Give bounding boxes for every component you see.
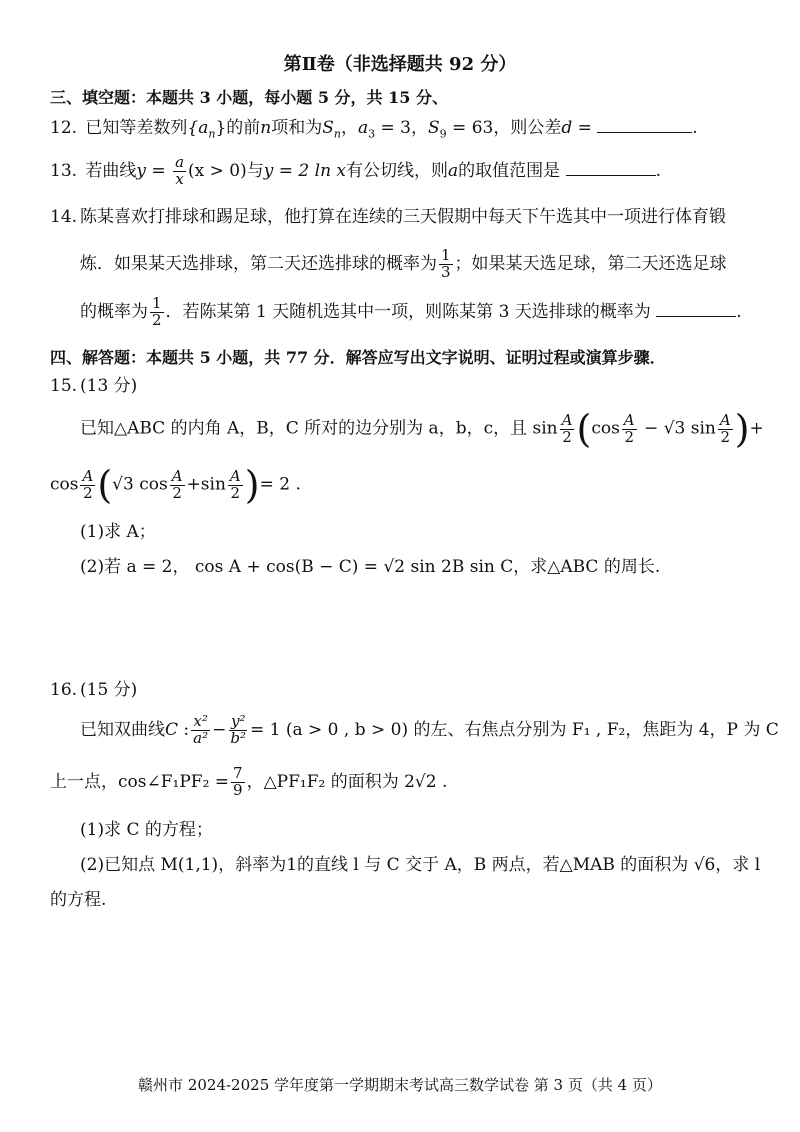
question-16-line-2: 上一点，cos∠F₁PF₂ = $\frac{7}{9}$ ，△PF₁F₂ 的面积为 2√2 . [50,764,448,799]
question-15-part-1: (1)求 A； [80,522,156,542]
question-16-part-1: (1)求 C 的方程； [80,820,213,840]
question-number: 13. [50,160,78,181]
answer-blank[interactable] [597,132,692,133]
fraction-one-half: $\frac{1}{2}$ [152,294,162,329]
page-footer: 赣州市 2024-2025 学年度第一学期期末考试高三数学试卷 第 3 页（共 4 页） [138,1076,662,1094]
fraction-A-over-2: $\frac{A}{2}$ [229,466,241,502]
question-13: 13. 若曲线y = $\frac{a}{x}$ (x > 0)与y = 2 ln x有公切线，则a的取值范围是 . [50,153,661,188]
fraction-A-over-2: $\frac{A}{2}$ [171,466,183,502]
question-15-line-2: cos $\frac{A}{2}$ (√3 cos $\frac{A}{2}$ +sin $\frac{A}{2}$ )= 2 . [50,463,301,507]
fraction-a-over-x: $\frac{a}{x}$ [175,153,185,188]
question-12: 12. 已知等差数列$\{a_n\}$的前n项和为$S_n$，$a_3 = 3$，$S_9 = 63$，则公差d = . [50,118,698,141]
question-16-line-1: 已知双曲线C : $\frac{\text{x²}}{\text{a²}}$ − $\frac{\text{y²}}{\text{b²}}$ = 1 (a > 0 , b > 0) 的左、右焦点分别为 F₁ , F₂，焦距为 4，P 为 C [80,712,779,747]
question-number: 12. [50,118,78,138]
fraction-one-third: $\frac{1}{3}$ [441,246,451,281]
question-number: 15. [50,376,78,396]
fraction-A-over-2: $\frac{A}{2}$ [82,466,94,502]
section-4-heading: 四、解答题：本题共 5 小题，共 77 分．解答应写出文字说明、证明过程或演算步骤． [50,348,666,367]
page-title: 第Ⅱ卷（非选择题共 92 分） [283,54,517,75]
question-number: 16. [50,680,78,700]
question-14-line-3: 的概率为 $\frac{1}{2}$ ．若陈某第 1 天随机选其中一项，则陈某第 3 天选排球的概率为 . [80,294,742,329]
question-14-line-1: 14. 陈某喜欢打排球和踢足球，他打算在连续的三天假期中每天下午选其中一项进行体育锻 [50,207,726,227]
question-15-line-1: 已知△ABC 的内角 A，B，C 所对的边分别为 a，b，c，且 sin $\frac{A}{2}$ (cos $\frac{A}{2}$ − √3 sin $\frac{A}{2}$ )+ [80,407,764,451]
fraction-A-over-2: $\frac{A}{2}$ [561,410,573,446]
fraction-y2-over-b2: $\frac{\text{y²}}{\text{b²}}$ [230,712,246,747]
question-15-header: 15. (13 分) [50,376,138,396]
question-16-header: 16. (15 分) [50,680,138,700]
question-16-part-2: (2)已知点 M(1,1)，斜率为1的直线 l 与 C 交于 A，B 两点，若△MAB 的面积为 √6，求 l [80,855,761,875]
fraction-A-over-2: $\frac{A}{2}$ [719,410,731,446]
question-number: 14. [50,207,78,227]
fraction-7-over-9: $\frac{7}{9}$ [233,764,243,799]
question-16-part-2-cont: 的方程. [50,890,107,910]
section-3-heading: 三、填空题：本题共 3 小题，每小题 5 分，共 15 分、 [50,88,448,107]
fraction-x2-over-a2: $\frac{\text{x²}}{\text{a²}}$ [193,712,209,747]
answer-blank[interactable] [566,175,656,176]
question-15-part-2: (2)若 a = 2， cos A + cos(B − C) = √2 sin 2B sin C，求△ABC 的周长. [80,557,661,577]
fraction-A-over-2: $\frac{A}{2}$ [623,410,635,446]
question-14-line-2: 炼．如果某天选排球，第二天还选排球的概率为 $\frac{1}{3}$ ；如果某天选足球，第二天还选足球 [80,246,727,281]
answer-blank[interactable] [656,316,736,317]
